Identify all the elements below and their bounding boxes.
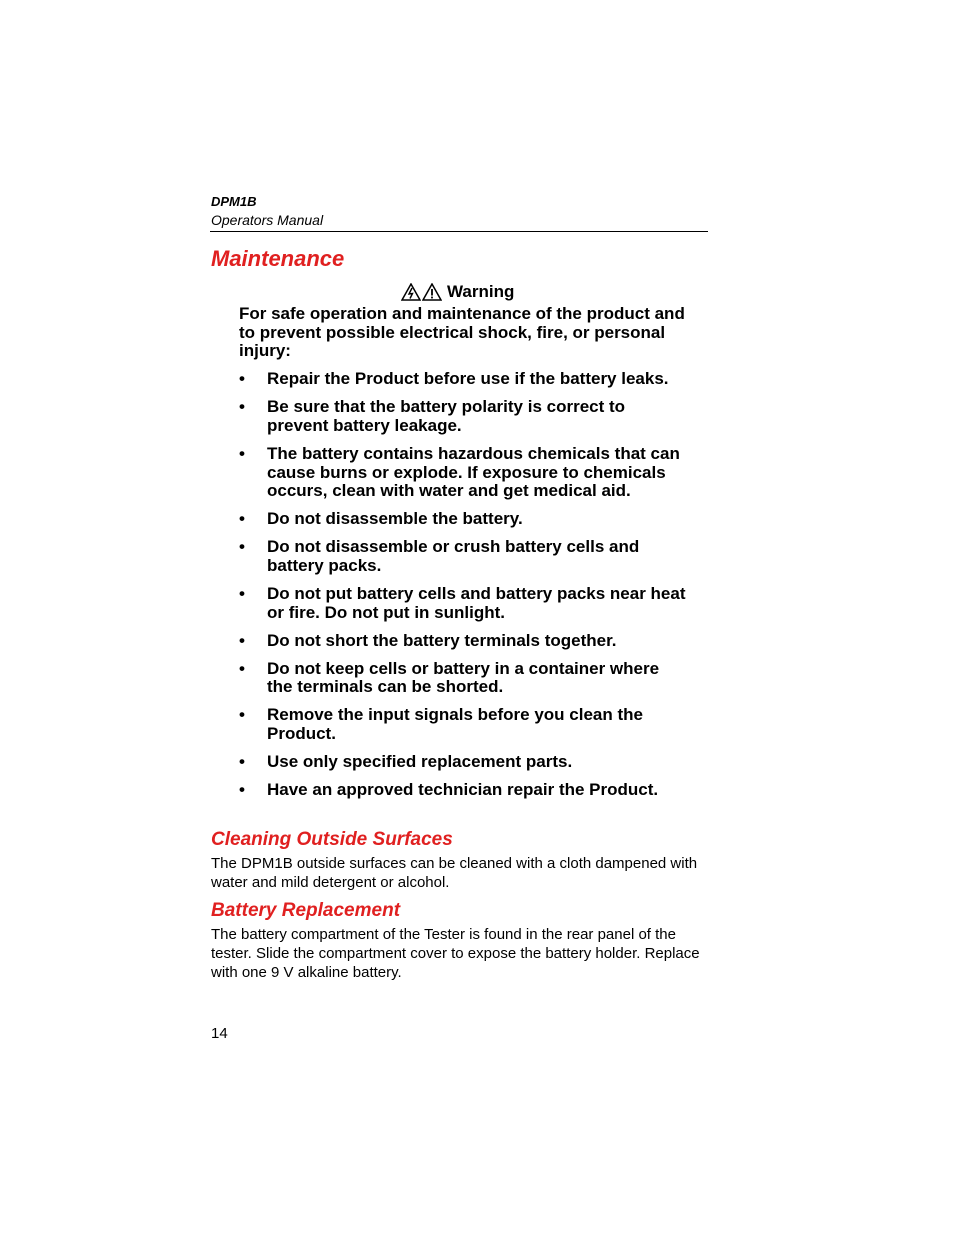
bullet-icon: • bbox=[239, 705, 245, 725]
bullet-icon: • bbox=[239, 752, 245, 772]
warning-block bbox=[239, 305, 689, 809]
warning-list-text: Do not keep cells or battery in a container where the terminals can be shorted. bbox=[267, 658, 660, 697]
cleaning-heading: Cleaning Outside Surfaces bbox=[211, 829, 453, 850]
battery-heading: Battery Replacement bbox=[211, 900, 401, 921]
hazardous-voltage-icon bbox=[401, 283, 421, 301]
warning-list-item bbox=[239, 370, 689, 389]
warning-list bbox=[239, 370, 689, 800]
warning-list-item bbox=[239, 781, 689, 800]
warning-list-text: Do not disassemble the battery. bbox=[267, 509, 523, 529]
warning-list-text: Repair the Product before use if the battery leaks. bbox=[267, 369, 669, 389]
bullet-icon: • bbox=[239, 780, 245, 800]
warning-list-text: Remove the input signals before you clean the Product. bbox=[267, 705, 643, 744]
page-header bbox=[210, 193, 708, 232]
warning-list-text: Have an approved technician repair the Product. bbox=[267, 780, 659, 800]
model-name: DPM1B bbox=[211, 194, 257, 209]
bullet-icon: • bbox=[239, 658, 245, 678]
bullet-icon: • bbox=[239, 397, 245, 417]
warning-list-item bbox=[239, 632, 689, 651]
warning-list-item bbox=[239, 585, 689, 622]
warning-list-item bbox=[239, 753, 689, 772]
bullet-icon: • bbox=[239, 537, 245, 557]
warning-list-item bbox=[239, 660, 689, 697]
warning-list-item bbox=[239, 706, 689, 743]
bullet-icon: • bbox=[239, 583, 245, 603]
bullet-icon: • bbox=[239, 509, 245, 529]
bullet-icon: • bbox=[239, 369, 245, 389]
warning-heading bbox=[401, 281, 514, 303]
page-number: 14 bbox=[211, 1025, 228, 1042]
warning-label: Warning bbox=[447, 282, 515, 301]
bullet-icon: • bbox=[239, 630, 245, 650]
warning-list-item bbox=[239, 398, 689, 435]
bullet-icon: • bbox=[239, 443, 245, 463]
warning-list-item bbox=[239, 445, 689, 501]
warning-list-text: Do not disassemble or crush battery cells and battery packs. bbox=[267, 537, 640, 575]
warning-list-text: Do not short the battery terminals together. bbox=[267, 630, 617, 650]
warning-icons bbox=[401, 283, 442, 301]
warning-list-text: The battery contains hazardous chemicals that can cause burns or explode. If exposure to chemicals occurs, clean with water and get medical aid. bbox=[267, 443, 680, 501]
warning-list-item bbox=[239, 538, 689, 575]
caution-icon bbox=[422, 283, 442, 301]
manual-title: Operators Manual bbox=[211, 212, 324, 228]
battery-body: The battery compartment of the Tester is found in the rear panel of the tester. Slide the compartment cover to expose the battery holder. Replace with one 9 V alkaline battery. bbox=[211, 926, 700, 981]
warning-list-text: Be sure that the battery polarity is correct to prevent battery leakage. bbox=[267, 397, 626, 435]
cleaning-body: The DPM1B outside surfaces can be cleaned with a cloth dampened with water and mild detergent or alcohol. bbox=[211, 855, 698, 891]
warning-list-text: Use only specified replacement parts. bbox=[267, 752, 573, 772]
warning-list-text: Do not put battery cells and battery packs near heat or fire. Do not put in sunlight. bbox=[267, 583, 686, 622]
warning-intro: For safe operation and maintenance of the product and to prevent possible electrical shock, fire, or personal injury: bbox=[239, 304, 685, 361]
warning-list-item bbox=[239, 510, 689, 529]
maintenance-heading: Maintenance bbox=[211, 246, 345, 271]
